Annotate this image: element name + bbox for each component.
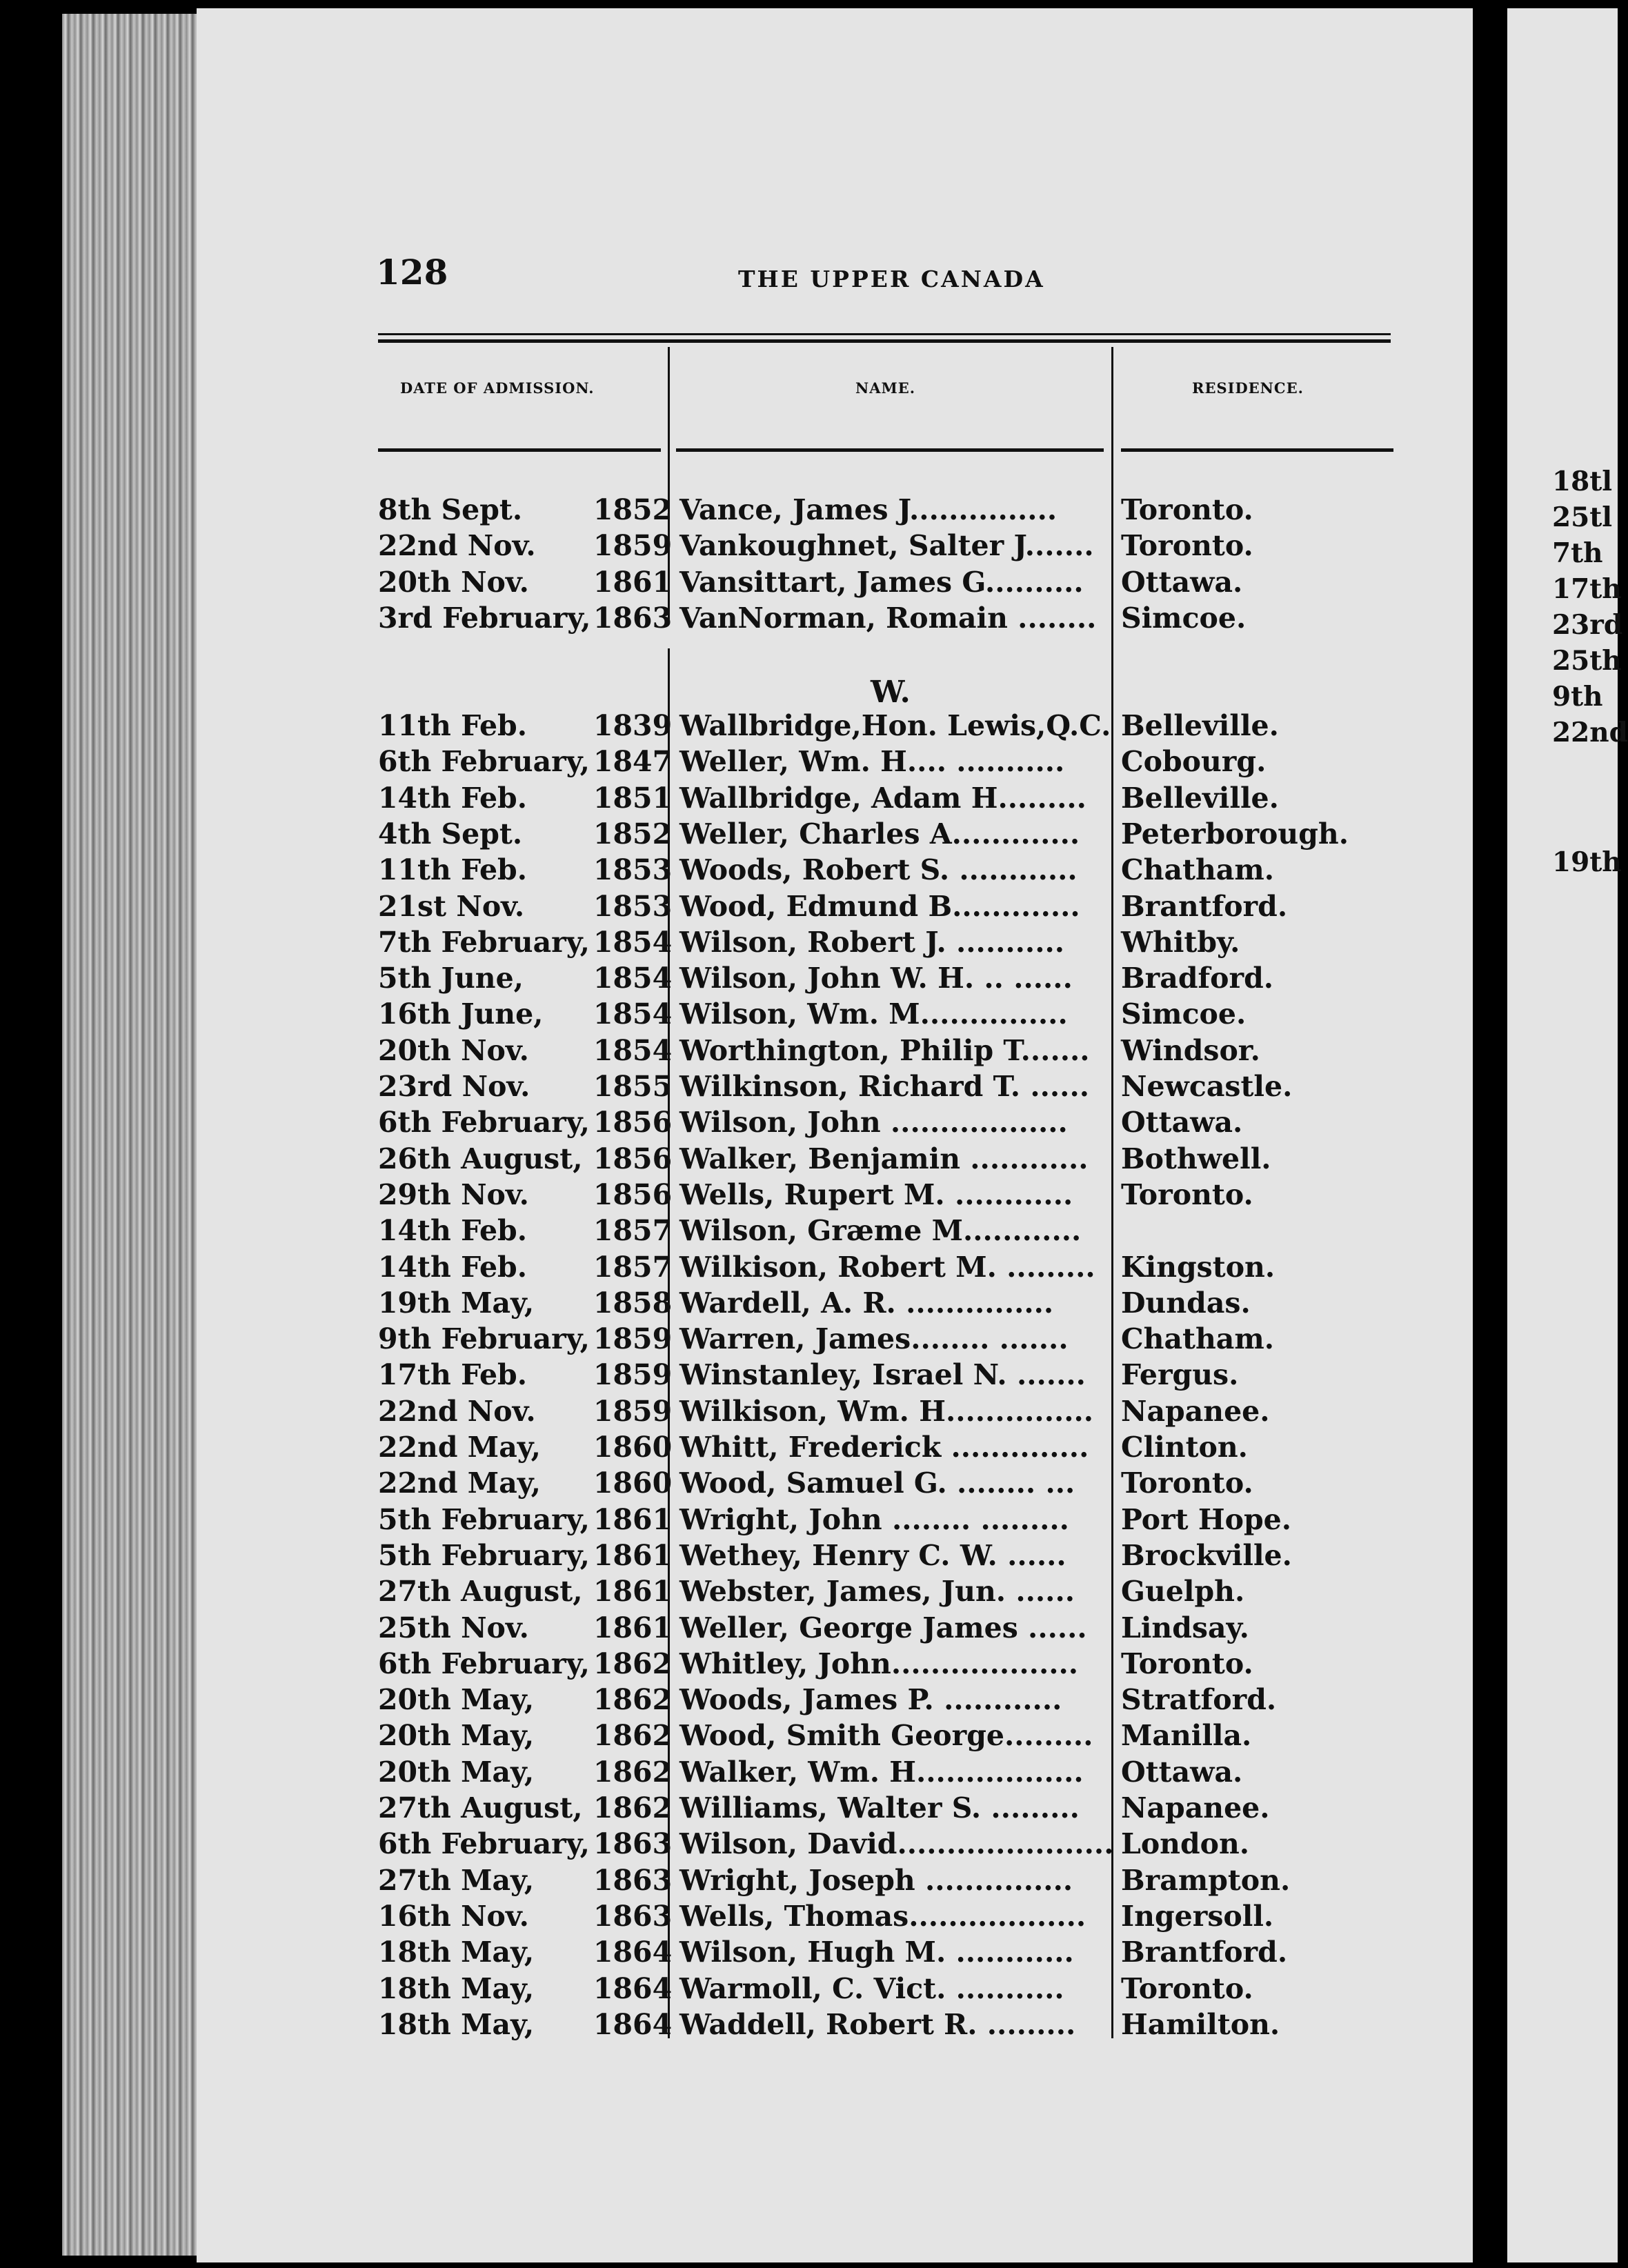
column-header-date: DATE OF ADMISSION.	[400, 379, 595, 397]
admission-year: 1864	[593, 2007, 673, 2041]
admission-year: 1847	[593, 745, 673, 779]
member-name: Williams, Walter S. .........	[679, 1791, 1080, 1824]
admission-date: 25th Nov.	[378, 1611, 529, 1644]
column-header-name: NAME.	[855, 379, 916, 397]
header-rule-name	[676, 448, 1104, 452]
member-residence: Newcastle.	[1121, 1070, 1293, 1103]
member-name: Weller, Wm. H.... ...........	[679, 745, 1065, 779]
member-residence: Brantford.	[1121, 889, 1288, 923]
member-name: Wardell, A. R. ...............	[679, 1286, 1054, 1320]
admission-date: 7th February,	[378, 925, 590, 959]
member-residence: Brantford.	[1121, 1936, 1288, 1969]
admission-year: 1839	[593, 709, 673, 742]
member-name: Wilson, Hugh M. ............	[679, 1936, 1074, 1969]
admission-date: 14th Feb.	[378, 781, 527, 815]
member-name: Wallbridge, Adam H.........	[679, 781, 1086, 815]
admission-year: 1862	[593, 1647, 673, 1680]
admission-date: 5th February,	[378, 1502, 590, 1536]
admission-date: 20th Nov.	[378, 1033, 529, 1067]
member-name: Vansittart, James G..........	[679, 565, 1084, 599]
column-divider-2	[1111, 347, 1113, 2038]
member-residence: Ingersoll.	[1121, 1899, 1274, 1933]
member-name: Webster, James, Jun. ......	[679, 1575, 1075, 1609]
member-name: Walker, Benjamin ............	[679, 1142, 1089, 1175]
member-residence: London.	[1121, 1827, 1250, 1861]
member-residence: Kingston.	[1121, 1250, 1275, 1284]
admission-date: 6th February,	[378, 745, 590, 779]
admission-date: 11th Feb.	[378, 709, 527, 742]
admission-date: 21st Nov.	[378, 889, 525, 923]
admission-date: 20th May,	[378, 1683, 535, 1717]
member-residence: Toronto.	[1121, 493, 1253, 526]
member-residence: Bothwell.	[1121, 1142, 1271, 1175]
member-residence: Manilla.	[1121, 1719, 1252, 1753]
admission-year: 1855	[593, 1070, 673, 1103]
member-name: Wilson, Wm. M...............	[679, 997, 1068, 1031]
admission-date: 18th May,	[378, 1936, 535, 1969]
member-residence: Cobourg.	[1121, 745, 1267, 779]
facing-page-fragment: 22nd	[1552, 717, 1628, 748]
member-residence: Lindsay.	[1121, 1611, 1249, 1644]
admission-year: 1859	[593, 1358, 673, 1392]
admission-date: 22nd Nov.	[378, 529, 536, 563]
admission-date: 26th August,	[378, 1142, 583, 1175]
admission-year: 1852	[593, 817, 673, 850]
admission-year: 1851	[593, 781, 673, 815]
admission-date: 20th May,	[378, 1719, 535, 1753]
admission-year: 1854	[593, 925, 673, 959]
member-name: Worthington, Philip T.......	[679, 1033, 1090, 1067]
member-name: Wallbridge,Hon. Lewis,Q.C.	[679, 709, 1111, 742]
member-name: Wilson, John W. H. .. ......	[679, 962, 1073, 995]
admission-year: 1859	[593, 529, 673, 563]
admission-year: 1857	[593, 1214, 673, 1248]
member-residence: Whitby.	[1121, 925, 1240, 959]
member-residence: Simcoe.	[1121, 601, 1247, 635]
admission-year: 1853	[593, 889, 673, 923]
admission-date: 19th May,	[378, 1286, 535, 1320]
admission-date: 3rd February,	[378, 601, 591, 635]
admission-date: 5th June,	[378, 962, 524, 995]
admission-date: 23rd Nov.	[378, 1070, 530, 1103]
member-residence: Peterborough.	[1121, 817, 1349, 850]
member-name: Walker, Wm. H.................	[679, 1755, 1084, 1789]
admission-date: 6th February,	[378, 1827, 590, 1861]
admission-year: 1862	[593, 1791, 673, 1824]
member-residence: Ottawa.	[1121, 565, 1243, 599]
member-name: Wilson, Robert J. ...........	[679, 925, 1065, 959]
member-name: Wilson, David......................	[679, 1827, 1114, 1861]
member-name: Wilkison, Robert M. .........	[679, 1250, 1095, 1284]
member-residence: Toronto.	[1121, 1647, 1253, 1680]
admission-year: 1861	[593, 1502, 673, 1536]
admission-year: 1863	[593, 601, 673, 635]
member-name: Wood, Edmund B.............	[679, 889, 1080, 923]
member-residence: Toronto.	[1121, 1466, 1253, 1500]
admission-year: 1852	[593, 493, 673, 526]
admission-year: 1862	[593, 1683, 673, 1717]
admission-date: 18th May,	[378, 2007, 535, 2041]
facing-page-fragment: 18tl	[1552, 466, 1613, 497]
member-name: Wells, Thomas..................	[679, 1899, 1086, 1933]
admission-year: 1860	[593, 1431, 673, 1464]
member-name: Vance, James J...............	[679, 493, 1058, 526]
member-residence: Fergus.	[1121, 1358, 1239, 1392]
member-residence: Hamilton.	[1121, 2007, 1280, 2041]
member-residence: Port Hope.	[1121, 1502, 1292, 1536]
admission-year: 1862	[593, 1719, 673, 1753]
admission-date: 20th May,	[378, 1755, 535, 1789]
admission-year: 1863	[593, 1899, 673, 1933]
member-residence: Simcoe.	[1121, 997, 1247, 1031]
facing-page-fragment: 25tl	[1552, 501, 1613, 533]
member-residence: Chatham.	[1121, 853, 1274, 887]
facing-page-fragment: 7th	[1552, 537, 1603, 569]
facing-page-edge	[1507, 8, 1618, 2262]
header-rule-residence	[1121, 448, 1393, 452]
admission-year: 1858	[593, 1286, 673, 1320]
member-name: Vankoughnet, Salter J.......	[679, 529, 1094, 563]
admission-year: 1853	[593, 853, 673, 887]
member-name: VanNorman, Romain ........	[679, 601, 1097, 635]
member-name: Whitley, John...................	[679, 1647, 1079, 1680]
admission-year: 1854	[593, 1033, 673, 1067]
facing-page-fragment: 25th	[1552, 645, 1622, 677]
admission-year: 1856	[593, 1142, 673, 1175]
member-name: Weller, Charles A.............	[679, 817, 1080, 850]
page-number: 128	[376, 252, 448, 292]
admission-year: 1856	[593, 1177, 673, 1211]
admission-date: 18th May,	[378, 1971, 535, 2005]
member-residence: Stratford.	[1121, 1683, 1277, 1717]
member-residence: Ottawa.	[1121, 1755, 1243, 1789]
member-residence: Bradford.	[1121, 962, 1274, 995]
admission-date: 27th August,	[378, 1791, 583, 1824]
facing-page-fragment: 17th	[1552, 573, 1622, 605]
member-name: Winstanley, Israel N. .......	[679, 1358, 1086, 1392]
member-name: Whitt, Frederick ..............	[679, 1431, 1089, 1464]
member-name: Waddell, Robert R. .........	[679, 2007, 1076, 2041]
admission-date: 8th Sept.	[378, 493, 523, 526]
admission-date: 6th February,	[378, 1106, 590, 1140]
admission-date: 20th Nov.	[378, 565, 529, 599]
member-name: Wells, Rupert M. ............	[679, 1177, 1073, 1211]
facing-page-fragment: 23rd	[1552, 609, 1623, 641]
member-residence: Belleville.	[1121, 709, 1279, 742]
member-residence: Toronto.	[1121, 1971, 1253, 2005]
admission-date: 6th February,	[378, 1647, 590, 1680]
member-name: Woods, Robert S. ............	[679, 853, 1078, 887]
member-residence: Belleville.	[1121, 781, 1279, 815]
book-page-edges	[62, 14, 214, 2256]
admission-year: 1864	[593, 1936, 673, 1969]
admission-date: 22nd May,	[378, 1466, 541, 1500]
column-header-residence: RESIDENCE.	[1192, 379, 1304, 397]
member-name: Wood, Samuel G. ........ ...	[679, 1466, 1075, 1500]
member-name: Wilkinson, Richard T. ......	[679, 1070, 1089, 1103]
member-residence: Chatham.	[1121, 1322, 1274, 1356]
member-name: Woods, James P. ............	[679, 1683, 1062, 1717]
member-name: Warmoll, C. Vict. ...........	[679, 1971, 1064, 2005]
admission-date: 11th Feb.	[378, 853, 527, 887]
admission-date: 9th February,	[378, 1322, 590, 1356]
member-name: Wright, Joseph ...............	[679, 1863, 1073, 1897]
top-rule-thin	[378, 333, 1391, 335]
section-letter: W.	[871, 675, 911, 710]
member-name: Wilkison, Wm. H...............	[679, 1394, 1094, 1428]
member-name: Wright, John ........ .........	[679, 1502, 1069, 1536]
member-name: Weller, George James ......	[679, 1611, 1087, 1644]
admission-year: 1862	[593, 1755, 673, 1789]
member-name: Wood, Smith George.........	[679, 1719, 1093, 1753]
facing-page-fragment: 9th	[1552, 681, 1603, 713]
member-residence: Ottawa.	[1121, 1106, 1243, 1140]
member-residence: Guelph.	[1121, 1575, 1245, 1609]
admission-year: 1857	[593, 1250, 673, 1284]
admission-year: 1863	[593, 1863, 673, 1897]
admission-year: 1859	[593, 1322, 673, 1356]
member-residence: Toronto.	[1121, 1177, 1253, 1211]
admission-date: 22nd Nov.	[378, 1394, 536, 1428]
admission-date: 16th June,	[378, 997, 544, 1031]
admission-year: 1859	[593, 1394, 673, 1428]
admission-date: 22nd May,	[378, 1431, 541, 1464]
top-rule-thick	[378, 339, 1391, 343]
admission-year: 1856	[593, 1106, 673, 1140]
admission-date: 5th February,	[378, 1538, 590, 1572]
admission-date: 14th Feb.	[378, 1250, 527, 1284]
member-residence: Napanee.	[1121, 1394, 1270, 1428]
admission-year: 1861	[593, 1611, 673, 1644]
member-residence: Dundas.	[1121, 1286, 1251, 1320]
admission-year: 1861	[593, 1575, 673, 1609]
admission-date: 16th Nov.	[378, 1899, 529, 1933]
admission-date: 27th May,	[378, 1863, 535, 1897]
admission-year: 1861	[593, 1538, 673, 1572]
admission-date: 29th Nov.	[378, 1177, 529, 1211]
admission-year: 1864	[593, 1971, 673, 2005]
admission-year: 1854	[593, 962, 673, 995]
member-name: Warren, James........ .......	[679, 1322, 1069, 1356]
member-residence: Clinton.	[1121, 1431, 1248, 1464]
member-residence: Toronto.	[1121, 529, 1253, 563]
header-rule-date	[378, 448, 661, 452]
admission-date: 4th Sept.	[378, 817, 523, 850]
member-residence: Brockville.	[1121, 1538, 1292, 1572]
member-name: Wethey, Henry C. W. ......	[679, 1538, 1066, 1572]
member-residence: Napanee.	[1121, 1791, 1270, 1824]
admission-date: 14th Feb.	[378, 1214, 527, 1248]
admission-date: 17th Feb.	[378, 1358, 527, 1392]
admission-year: 1861	[593, 565, 673, 599]
admission-year: 1860	[593, 1466, 673, 1500]
running-head: THE UPPER CANADA	[738, 266, 1045, 292]
admission-year: 1854	[593, 997, 673, 1031]
admission-date: 27th August,	[378, 1575, 583, 1609]
member-name: Wilson, Græme M............	[679, 1214, 1082, 1248]
facing-page-fragment: 19th	[1552, 846, 1622, 878]
member-residence: Windsor.	[1121, 1033, 1260, 1067]
admission-year: 1863	[593, 1827, 673, 1861]
member-name: Wilson, John ..................	[679, 1106, 1068, 1140]
member-residence: Brampton.	[1121, 1863, 1291, 1897]
